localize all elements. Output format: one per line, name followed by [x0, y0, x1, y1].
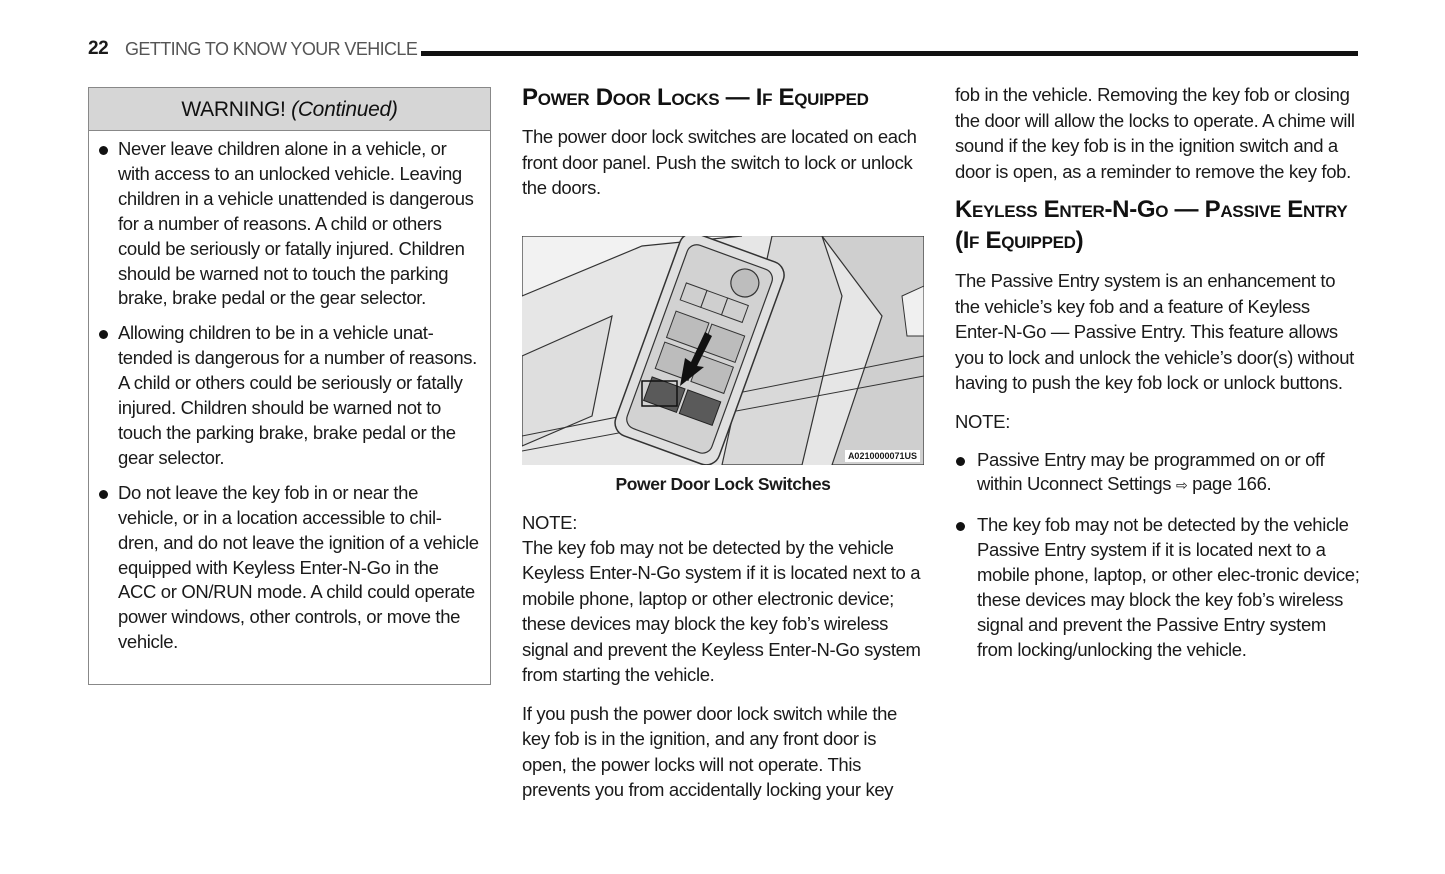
- figure-code: A0210000071US: [845, 450, 920, 462]
- warning-item: Do not leave the key fob in or near the vehicle, or in a location accessible to chil-dren, and do not leave the ignition of a vehicle equipped with Keyless Enter-N-Go in the ACC or ON/RUN mode. A child could operate power windows, other controls, or move the vehicle.: [99, 481, 480, 655]
- door-lock-switch-illustration-icon: [522, 236, 924, 465]
- power-locks-paragraph: If you push the power door lock switch while the key fob is in the ignition, and any front door is open, the power locks will not operate. This prevents you from accidentally locking your key: [522, 702, 897, 800]
- figure-caption: Power Door Lock Switches: [615, 473, 831, 494]
- page-header: [88, 38, 1358, 62]
- warning-title: WARNING!: [181, 98, 286, 121]
- section-heading-power-door-locks: Power Door Locks — If Equipped: [522, 84, 869, 111]
- door-lock-switch-figure: [522, 236, 924, 465]
- warning-box: [88, 87, 491, 685]
- warning-list: [89, 131, 490, 655]
- page-reference-link[interactable]: page 166.: [1192, 473, 1272, 495]
- keyless-notes-list: [955, 448, 1360, 663]
- section-title: GETTING TO KNOW YOUR VEHICLE: [125, 39, 418, 59]
- power-door-locks-intro: The power door lock switches are located on each front door panel. Push the switch to lock or unlock the doors.: [522, 126, 917, 198]
- note-label: NOTE:: [522, 511, 578, 533]
- warning-header: [89, 88, 490, 131]
- warning-item: Never leave children alone in a vehicle, or with access to an unlocked vehicle. Leaving children in a vehicle unattended is dangerous for a number of reasons. A child or others could be seriously or fatally injured. Children should be warned not to touch the parking brake, brake pedal or the gear selector.: [99, 137, 480, 311]
- cross-reference-arrow-icon: ⇨: [1175, 477, 1188, 494]
- bullet-icon: [956, 522, 965, 531]
- warning-item: Allowing children to be in a vehicle unat-tended is dangerous for a number of reasons. A child or others could be seriously or fatally injured. Children should be warned not to touch the parking brake, brake pedal or the gear selector.: [99, 321, 480, 470]
- header-rule: [421, 51, 1358, 56]
- note-label: NOTE:: [955, 410, 1011, 432]
- bullet-icon: [956, 457, 965, 466]
- bullet-icon: [99, 490, 108, 499]
- note-item: The key fob may not be detected by the vehicle Passive Entry system if it is located next to a mobile phone, laptop, or other elec-tronic device; these devices may block the key fob’s wireless signal and prevent the Passive Entry system from locking/unlocking the vehicle.: [955, 513, 1360, 662]
- column-right: [955, 80, 1360, 678]
- note-text: The key fob may not be detected by the vehicle Keyless Enter-N-Go system if it is located next to a mobile phone, laptop or other electronic device; these devices may block the key fob’s wireless signal and prevent the Keyless Enter-N-Go system from starting the vehicle.: [522, 536, 921, 685]
- page-number: 22: [88, 38, 109, 59]
- column-middle: [522, 80, 924, 803]
- note-item: Passive Entry may be programmed on or off within Uconnect Settings ⇨ page 166.: [955, 448, 1360, 499]
- warning-continued: (Continued): [291, 98, 398, 121]
- power-locks-paragraph-continued: fob in the vehicle. Removing the key fob or closing the door will allow the locks to operate. A chime will sound if the key fob is in the ignition switch and a door is open, as a reminder to remove the key fob.: [955, 84, 1355, 182]
- keyless-intro: The Passive Entry system is an enhancement to the vehicle’s key fob and a feature of Keyless Enter-N-Go — Passive Entry. This feature allows you to lock and unlock the vehicle’s door(s) without having to push the key fob lock or unlock buttons.: [955, 270, 1354, 393]
- bullet-icon: [99, 330, 108, 339]
- section-heading-keyless-enter-n-go: Keyless Enter-N-Go — Passive Entry (If Equipped): [955, 196, 1348, 254]
- bullet-icon: [99, 146, 108, 155]
- column-left: [88, 87, 491, 685]
